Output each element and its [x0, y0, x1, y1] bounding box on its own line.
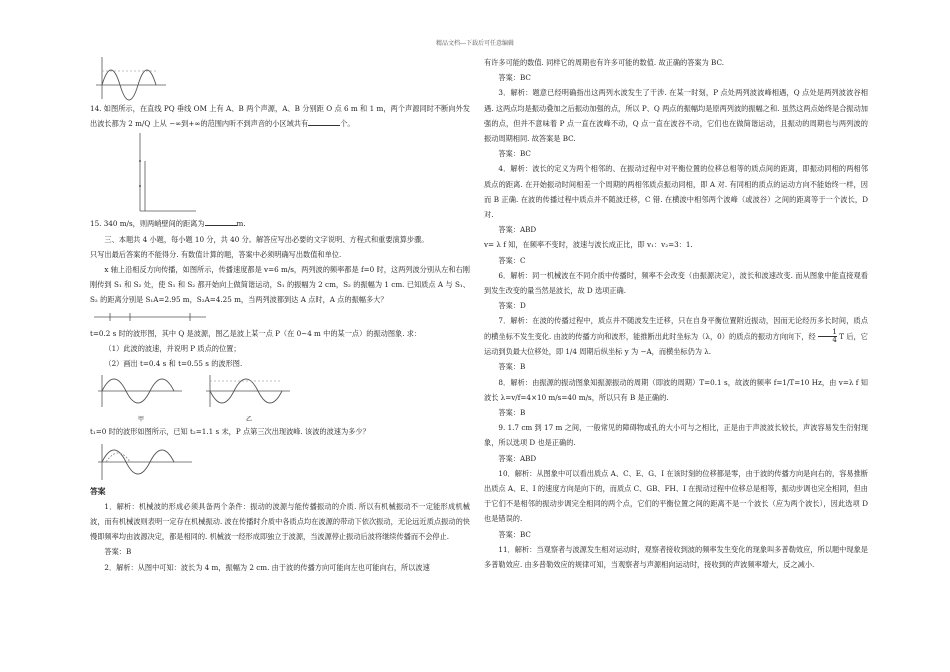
- section-3-note: 只写出最后答案的不能得分. 有数值计算的题，答案中必须明确写出数值和单位.: [90, 249, 342, 259]
- right-column: [484, 55, 868, 572]
- question-16: x 轴上沿相反方向传播，如图所示，传播速度都是 v=6 m/s，两列波的频率都是 f=0 时，这两列波分别从左和右刚刚传到 S₁ 和 S₂ 处，使 S₁ 和 S₂ 都开始向上做简谐运动，S₁ 的振幅为 2 cm，S₂ 的振幅为 1 cm. 已知质点 A 与 S₁、S₂ 的距离分别是 S₁A=2.95 m，S₂A=4.25 m，当两列波都到达 A 点时，A 点的振幅多大？: [90, 265, 470, 305]
- q17-figures: [96, 371, 470, 424]
- answer-11: 11．解析：当观察者与波源发生相对运动时，观察者接收到波的频率发生变化的现象叫多普勒效应，所以题中现象是多普勒效应. 由多普勒效应的规律可知，当观察者与声源相向运动时，接收到的声波频率增大，反之减小.: [484, 544, 868, 569]
- answer-2-result: 答案：BC: [498, 73, 531, 83]
- question-17-part-1: （1）此波的波速，并说明 P 质点的位置；: [104, 343, 241, 353]
- answer-5-equation: v= λ f 知，在频率不变时，波速与波长成正比，即 v₁：v₂=3：1.: [484, 240, 693, 250]
- answer-section-title: 答案: [90, 486, 106, 496]
- answer-7: 7．解析：在波的传播过程中，质点并不随波发生迁移，只在自身平衡位置附近振动，因而无论经历多长时间，质点的横坐标不发生变化. 由波的传播方向和波形，能推断出此时坐标为（λ，0）的质点的振动方向向下，经 $\frac{1}{4}$ T 后，它运动到负最大位移处，即 1/4 周期后纵坐标 y 为 −A，而横坐标仍为 λ.: [484, 316, 868, 357]
- fraction-quarter: $\frac{1}{4}$: [818, 329, 837, 344]
- answer-blank: [308, 117, 340, 126]
- answer-1-result: 答案：B: [104, 547, 132, 557]
- wave-figure-q18: [96, 440, 196, 484]
- axis-line-figure: [90, 308, 210, 326]
- answer-4-result: 答案：ABD: [498, 225, 537, 235]
- figure-jia: [96, 371, 186, 424]
- page-header: 精品文档---下载后可任意编辑: [435, 40, 515, 47]
- axis-figure: [110, 131, 200, 216]
- answer-9-result: 答案：ABD: [498, 453, 537, 463]
- answer-8-result: 答案：B: [498, 407, 526, 417]
- answer-10-result: 答案：BC: [498, 529, 531, 539]
- answer-10: 10．解析：从图象中可以看出质点 A、C、E、G、I 在该时刻的位移都是零，由于波的传播方向是向右的，容易推断出质点 A、E、I 的速度方向是向下的，而质点 C、GB、FH、I 在振动过程中位移总是相等，振动步调也完全相同，但由于它们不是相邻的振动步调完全相同的两个点，它们的平衡位置之间的距离不是一个波长（应为两个波长），因此选项 D 也是错误的.: [484, 468, 868, 524]
- answer-5-result: 答案：C: [498, 255, 526, 265]
- section-3-intro: 三、本题共 4 小题，每小题 10 分，共 40 分。解答应写出必要的文字说明、方程式和重要演算步骤。: [104, 234, 429, 244]
- answer-7-result: 答案：B: [498, 362, 526, 372]
- answer-4: 4．解析：波长的定义为两个相邻的、在振动过程中对平衡位置的位移总相等的质点间的距离，即振动同相的两相邻质点的距离. 在开始振动时间相差一个周期的两相邻质点振动同相，即 A 对. 有同相的质点的运动方向不能始终一样，因而 B 正确. 在波的传播过程中质点并不随波迁移，C 错. 在横波中相邻两个波峰（或波谷）之间的距离等于一个波长，D 对.: [484, 164, 868, 220]
- question-15: 15. 340 m/s，则两峭壁间的距离为 m.: [90, 219, 246, 229]
- answer-3: 3．解析：题意已经明确指出这两列水波发生了干涉. 在某一时刻，P 点处两列波波峰相遇，Q 点处是两列波波谷相遇. 这两点均是振动叠加之后振动加强的点，所以 P、Q 两点的振幅均是原两列波的振幅之和. 虽然这两点始终是合振动加强的点，但并不意味着 P 点一直在波峰不动，Q 点一直在波谷不动，它们也在做简谐运动，且振动的周期也与两列波的振动周期相同. 故答案是 BC.: [484, 88, 868, 144]
- question-17-stem: t=0.2 s 时的波形图，其中 Q 是波源，图乙是波上某一点 P（在 0~4 m 中的某一点）的振动图象. 求：: [90, 328, 422, 338]
- question-18: t₁=0 时的波形如图所示，已知 t₂=1.1 s 末，P 点第三次出现波峰. 该波的波速为多少？: [90, 427, 370, 437]
- answer-2: 2．解析：从图中可知：波长为 4 m，振幅为 2 cm. 由于波的传播方向可能向左也可能向右，所以波速: [104, 562, 430, 572]
- answer-3-result: 答案：BC: [498, 149, 531, 159]
- answer-2-continued: 有许多可能的数值. 同样它的周期也有许多可能的数值. 故正确的答案为 BC.: [484, 58, 724, 67]
- question-17-part-2: （2）画出 t=0.4 s 和 t=0.55 s 的波形图.: [104, 359, 243, 369]
- answer-6-result: 答案：D: [498, 301, 526, 311]
- answer-blank: [205, 217, 237, 226]
- answer-8: 8．解析：由振源的振动图象知振源振动的周期（即波的周期）T=0.1 s，故波的频率 f=1/T=10 Hz，由 v=λ f 知波长 λ=v/f=4×10 m/s=40 m/s，所以只有 B 是正确的.: [484, 377, 868, 402]
- answer-9: 9. 1.7 cm 到 17 m 之间，一般常见的障碍物或孔的大小可与之相比，正是由于声波波长较长，声波容易发生衍射现象，所以选项 D 也是正确的.: [484, 423, 868, 448]
- figure-jia-label: 甲: [137, 416, 144, 424]
- answer-1: 1．解析：机械波的形成必须具备两个条件：振动的波源与能传播振动的介质. 所以有机械振动不一定能形成机械波，而有机械波则表明一定存在机械振动. 波在传播时介质中各质点均在波源的带动下依次振动，无论远近质点振动的快慢即频率均由波源决定，都是相同的. 机械波一经形成即独立于波源，当波源停止振动后波将继续传播而不会停止.: [90, 501, 470, 542]
- figure-yi: [204, 371, 294, 424]
- figure-yi-label: 乙: [245, 416, 252, 424]
- wave-figure-top: [90, 55, 170, 101]
- left-column: [90, 55, 470, 575]
- question-14: 14. 如图所示，在直线 PQ 垂线 OM 上有 A、B 两个声源，A、B 分别距 O 点 6 m 和 1 m，两个声源同时不断向外发出波长都为 2 m/Q 上从 −∞到+∞的范围内听不到声音的小区域共有 个。: [90, 104, 470, 129]
- answer-6: 6．解析：同一机械波在不同介质中传播时，频率不会改变（由振源决定），波长和波速改变. 而从图象中能直接观看到发生改变的量当然是波长，故 D 选项正确.: [484, 270, 868, 296]
